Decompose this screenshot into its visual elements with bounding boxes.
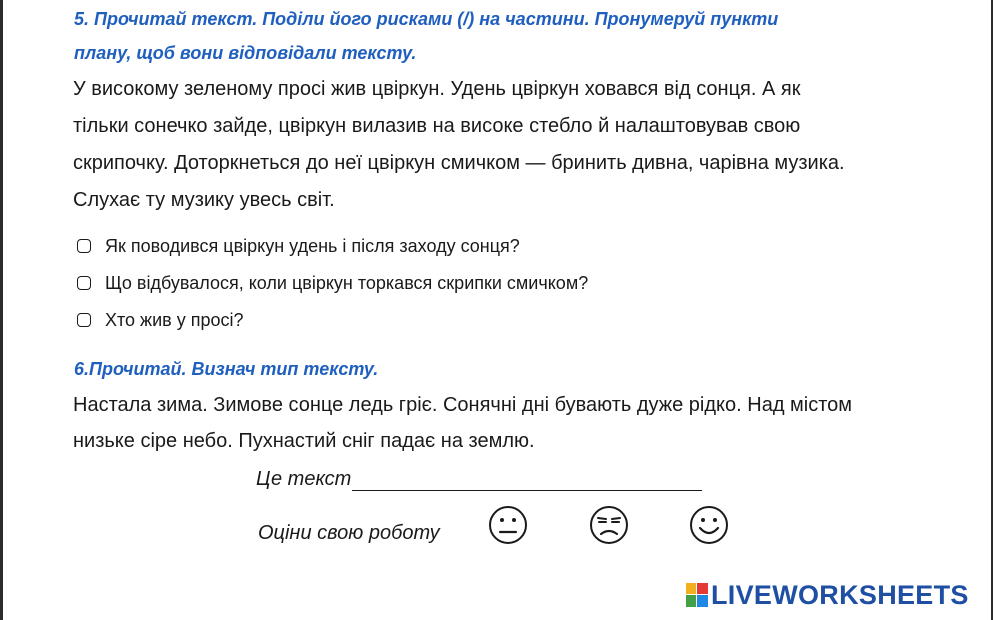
plan-item-label: Як поводився цвіркун удень і після заходу сонця? (105, 235, 520, 256)
liveworksheets-logo[interactable] (686, 580, 969, 610)
plan-item-label: Що відбувалося, коли цвіркун торкався скрипки смичком? (105, 272, 589, 293)
task6-heading: 6.Прочитай. Визнач тип тексту. (74, 359, 379, 379)
plan-item-3 (77, 309, 244, 331)
text-type-input[interactable] (352, 470, 702, 491)
task5-heading-line1: 5. Прочитай текст. Поділи його рисками (/) на частини. Пронумеруй пункти (74, 9, 779, 29)
self-assessment-label: Оціни свою роботу (258, 522, 440, 544)
liveworksheets-logo-icon (686, 583, 708, 607)
task5-text-line: тільки сонечко зайде, цвіркун вилазив на високе стебло й налаштовував свою (73, 115, 801, 137)
plan-item-label: Хто жив у просі? (105, 309, 244, 330)
plan-item-checkbox[interactable] (77, 276, 91, 290)
plan-item-checkbox[interactable] (77, 239, 91, 253)
neutral-face-icon[interactable] (488, 505, 528, 545)
task5-text-line: У високому зеленому просі жив цвіркун. Удень цвіркун ховався від сонця. А як (73, 78, 801, 100)
text-type-label: Це текст (256, 468, 352, 490)
text-type-answer (256, 468, 702, 491)
logo-text: LIVEWORKSHEETS (711, 580, 969, 610)
annoyed-face-icon[interactable] (589, 505, 629, 545)
task5-text-line: Слухає ту музику увесь світ. (73, 189, 335, 211)
plan-item-2 (77, 272, 588, 294)
task6-text-line: Настала зима. Зимове сонце ледь гріє. Сонячні дні бувають дуже рідко. Над містом (73, 394, 853, 416)
task5-text-line: скрипочку. Доторкнеться до неї цвіркун смичком — бринить дивна, чарівна музика. (73, 152, 845, 174)
task6-text-line: низьке сіре небо. Пухнастий сніг падає на землю. (73, 430, 535, 452)
plan-item-checkbox[interactable] (77, 313, 91, 327)
page-border-left (0, 0, 3, 620)
smiling-face-icon[interactable] (689, 505, 729, 545)
plan-item-1 (77, 235, 520, 257)
task5-heading-line2: плану, щоб вони відповідали тексту. (74, 43, 417, 63)
